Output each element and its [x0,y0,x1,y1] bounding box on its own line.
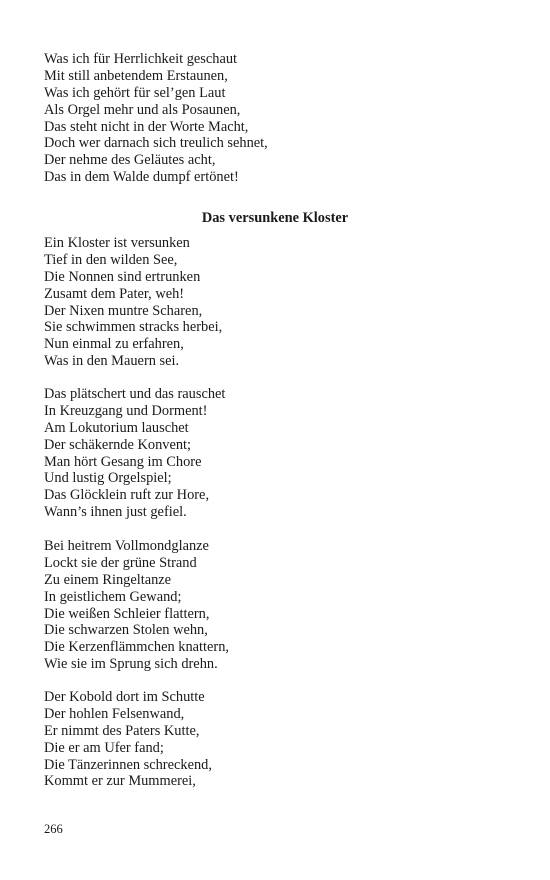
poem-stanza-1 [44,235,504,370]
verse-line: Die Kerzenflämmchen knattern, [44,639,229,656]
verse-line: Nun einmal zu erfahren, [44,336,184,353]
verse-line: Der nehme des Geläutes acht, [44,152,216,169]
verse-line: Das Glöcklein ruft zur Hore, [44,487,210,504]
verse-line: Lockt sie der grüne Strand [44,554,197,571]
poem-stanza-3 [44,538,504,673]
verse-line: Sie schwimmen stracks herbei, [44,319,223,336]
verse-line: Das in dem Walde dumpf ertönet! [44,169,239,186]
verse-line: Die Tänzerinnen schreckend, [44,756,212,773]
verse-line: Die schwarzen Stolen wehn, [44,622,208,639]
intro-stanza [44,51,504,186]
poem-stanza-4 [44,689,504,790]
verse-line: Zusamt dem Pater, weh! [44,285,185,302]
verse-line: Die Nonnen sind ertrunken [44,268,201,285]
verse-line: Der Nixen muntre Scharen, [44,302,203,319]
verse-line: Er nimmt des Paters Kutte, [44,722,200,739]
verse-line: Das plätschert und das rauschet [44,386,226,402]
verse-line: Was in den Mauern sei. [44,353,180,370]
verse-line: Als Orgel mehr und als Posaunen, [44,101,241,118]
verse-line: Kommt er zur Mummerei, [44,773,196,790]
verse-line: In geistlichem Gewand; [44,588,182,605]
poem-title: Das versunkene Kloster [201,210,349,226]
verse-line: Wann’s ihnen just gefiel. [44,504,187,521]
verse-line: Mit still anbetendem Erstaunen, [44,67,228,84]
verse-line: Bei heitrem Vollmondglanze [44,538,209,554]
verse-line: Die er am Ufer fand; [44,739,164,756]
page-number: 266 [44,822,63,836]
verse-line: Die weißen Schleier flattern, [44,605,210,622]
verse-line: Der hohlen Felsenwand, [44,705,185,722]
verse-line: Der Kobold dort im Schutte [44,689,205,705]
poem-stanza-2 [44,386,504,521]
verse-line: In Kreuzgang und Dorment! [44,402,208,419]
verse-line: Tief in den wilden See, [44,251,178,268]
verse-line: Wie sie im Sprung sich drehn. [44,656,218,673]
verse-line: Und lustig Orgelspiel; [44,470,172,487]
verse-line: Was ich gehört für sel’gen Laut [44,84,226,101]
verse-line: Was ich für Herrlichkeit geschaut [44,51,238,67]
verse-line: Der schäkernde Konvent; [44,436,192,453]
verse-line: Das steht nicht in der Worte Macht, [44,118,249,135]
verse-line: Am Lokutorium lauschet [44,419,189,436]
verse-line: Doch wer darnach sich treulich sehnet, [44,135,268,152]
verse-line: Zu einem Ringeltanze [44,571,172,588]
verse-line: Ein Kloster ist versunken [44,235,190,251]
verse-line: Man hört Gesang im Chore [44,453,202,470]
